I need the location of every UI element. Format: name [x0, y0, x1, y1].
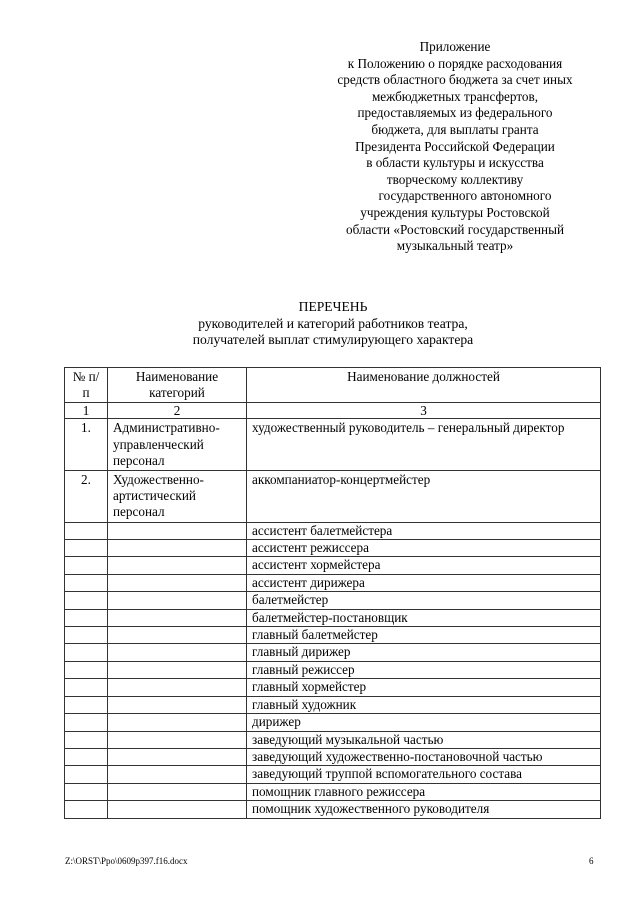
appendix-line: предоставляемых из федерального: [357, 105, 553, 121]
row-position: главный хормейстер: [247, 679, 601, 696]
table-header-row: [65, 368, 601, 403]
table-row: [65, 714, 601, 731]
appendix-line: государственного автономного: [378, 188, 552, 204]
table-row: [65, 574, 601, 591]
document-title: ПЕРЕЧЕНЬ: [298, 299, 368, 314]
appendix-line: к Положению о порядке расходования: [347, 55, 563, 71]
appendix-line: средств областного бюджета за счет иных: [337, 72, 573, 88]
appendix-line: учреждения культуры Ростовской: [360, 204, 550, 220]
table-row: [65, 661, 601, 678]
table-row: [65, 419, 601, 471]
table-row: [65, 644, 601, 661]
appendix-line: Президента Российской Федерации: [355, 138, 555, 154]
table-row: [65, 471, 601, 523]
row-position: ассистент режиссера: [247, 540, 601, 557]
row-num: 2.: [65, 471, 108, 523]
table-row: [65, 592, 601, 609]
appendix-line: Приложение: [419, 39, 491, 54]
row-category: Административно-управленческий персонал: [108, 419, 247, 471]
row-category: Художественно-артистический персонал: [108, 471, 247, 523]
appendix-line: бюджета, для выплаты гранта: [371, 121, 539, 137]
column-numbers-row: [65, 403, 601, 419]
row-position: балетмейстер-постановщик: [247, 609, 601, 626]
table-row: [65, 748, 601, 765]
row-position: заведующий труппой вспомогательного состава: [247, 766, 601, 783]
appendix-line: музыкальный театр»: [396, 238, 514, 254]
table-row: [65, 783, 601, 800]
col-number: 1: [65, 403, 108, 419]
table-row: [65, 801, 601, 818]
table-row: [65, 522, 601, 539]
header-positions: Наименование должностей: [247, 368, 601, 403]
row-position: помощник художественного руководителя: [247, 801, 601, 818]
row-position: заведующий музыкальной частью: [247, 731, 601, 748]
document-heading: [80, 299, 586, 349]
table-row: [65, 766, 601, 783]
row-position: ассистент дирижера: [247, 574, 601, 591]
row-position: дирижер: [247, 714, 601, 731]
table-row: [65, 627, 601, 644]
table-row: [65, 557, 601, 574]
row-position: заведующий художественно-постановочной частью: [247, 748, 601, 765]
appendix-line: творческому коллективу: [386, 171, 524, 187]
row-position: балетмейстер: [247, 592, 601, 609]
table-row: [65, 696, 601, 713]
row-position: помощник главного режиссера: [247, 783, 601, 800]
row-position: художественный руководитель – генеральный директор: [247, 419, 601, 471]
table-row: [65, 679, 601, 696]
row-position: аккомпаниатор-концертмейстер: [247, 471, 601, 523]
row-num: 1.: [65, 419, 108, 471]
table-row: [65, 609, 601, 626]
appendix-block: [306, 39, 604, 255]
row-position: главный режиссер: [247, 661, 601, 678]
header-category: Наименование категорий: [108, 368, 247, 403]
document-subtitle: руководителей и категорий работников театра,: [198, 315, 468, 331]
row-position: главный дирижер: [247, 644, 601, 661]
row-position: ассистент хормейстера: [247, 557, 601, 574]
appendix-line: области «Ростовский государственный: [345, 221, 564, 237]
appendix-line: в области культуры и искусства: [366, 155, 544, 171]
appendix-line: межбюджетных трансфертов,: [371, 88, 539, 104]
col-number: 3: [247, 403, 601, 419]
header-num: № п/п: [65, 368, 108, 403]
table-row: [65, 540, 601, 557]
row-position: главный художник: [247, 696, 601, 713]
positions-table: [64, 367, 601, 819]
row-position: главный балетмейстер: [247, 627, 601, 644]
document-subtitle: получателей выплат стимулирующего характера: [192, 332, 474, 348]
table-row: [65, 731, 601, 748]
footer-file-path: Z:\ORST\Ppo\0609p397.f16.docx: [65, 856, 188, 866]
col-number: 2: [108, 403, 247, 419]
page-number: 6: [589, 856, 594, 866]
row-position: ассистент балетмейстера: [247, 522, 601, 539]
